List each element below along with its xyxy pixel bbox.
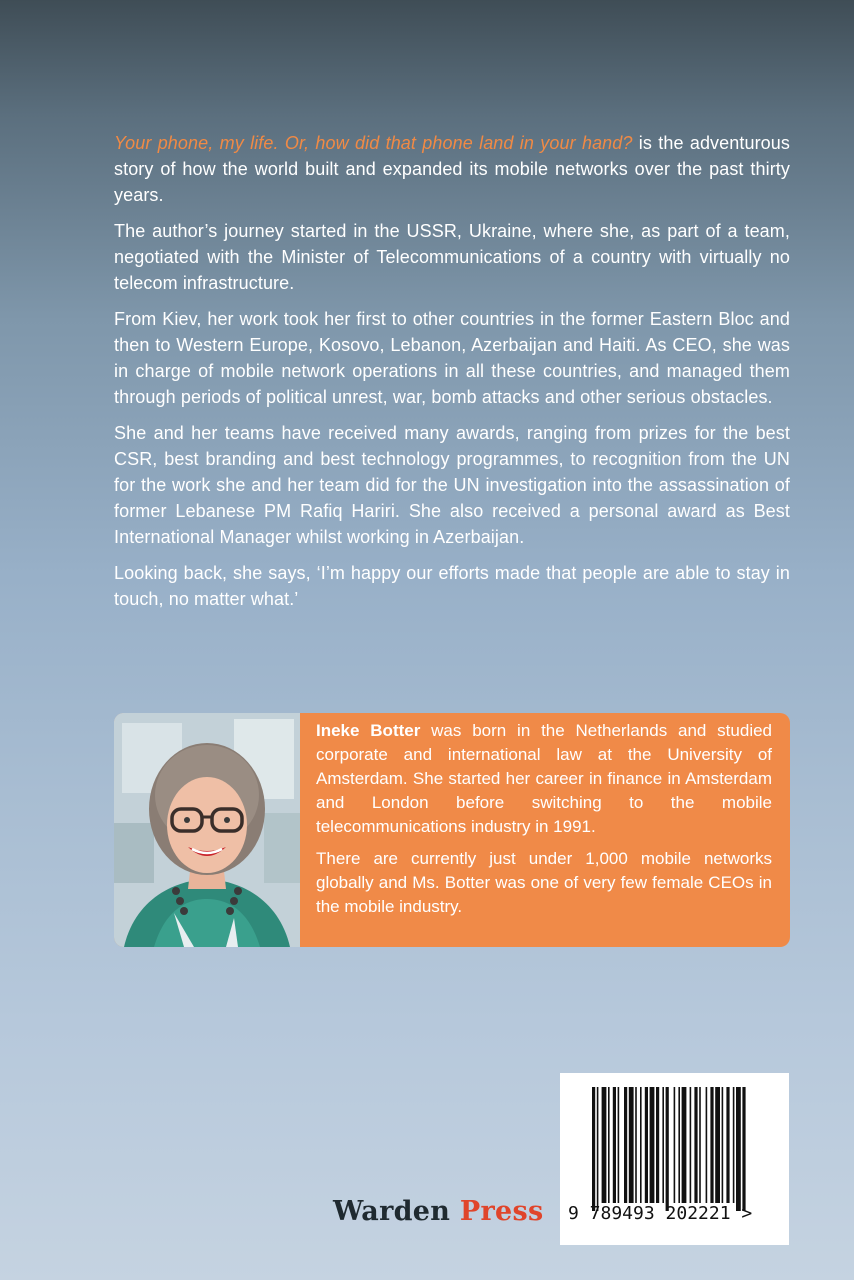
- back-cover-blurb: [114, 130, 790, 622]
- bio-paragraph-2: There are currently just under 1,000 mobile networks globally and Ms. Botter was one of very few female CEOs in the mobile industry.: [316, 849, 772, 916]
- barcode-bar: [662, 1087, 664, 1203]
- author-bio-text: [316, 719, 772, 927]
- barcode-bar: [650, 1087, 655, 1203]
- author-name: Ineke Botter: [316, 721, 421, 740]
- barcode-bar: [656, 1087, 659, 1203]
- bio-paragraph-1-text: was born in the Netherlands and studied corporate and international law at the University of Amsterdam. She started her career in finance in Amsterdam and London before switching to the mobile telecommunications industry in 1991.: [316, 721, 773, 836]
- barcode-bar: [694, 1087, 697, 1203]
- blurb-paragraph-4: She and her teams have received many awards, ranging from prizes for the best CSR, best branding and best technology programmes, to recognition from the UN for the work she and her team did for the UN investigation into the assassination of former Lebanese PM Rafiq Hariri. She also received a personal award as Best International Manager whilst working in Azerbaijan.: [114, 423, 790, 547]
- isbn-number: 9 789493 202221 >: [568, 1203, 753, 1224]
- author-bio-box: [114, 713, 790, 947]
- author-photo: [114, 713, 300, 947]
- barcode-bar: [640, 1087, 642, 1203]
- barcode-bar: [629, 1087, 634, 1203]
- barcode-bar: [645, 1087, 648, 1203]
- barcode-bar: [682, 1087, 687, 1203]
- barcode-bar: [710, 1087, 713, 1203]
- publisher-name-part-1: Warden: [333, 1196, 460, 1227]
- barcode-bar: [706, 1087, 708, 1203]
- barcode-bar: [674, 1087, 676, 1203]
- publisher-logo: [333, 1196, 544, 1227]
- barcode-bar: [624, 1087, 627, 1203]
- barcode-bar: [613, 1087, 616, 1203]
- barcode-bar: [597, 1087, 599, 1211]
- barcode-bar: [726, 1087, 729, 1203]
- blurb-paragraph-2: The author’s journey started in the USSR, Ukraine, where she, as part of a team, negotiated with the Minister of Telecommunications of a country with virtually no telecom infrastructure.: [114, 221, 790, 293]
- book-title: Your phone, my life. Or, how did that phone land in your hand?: [114, 133, 633, 153]
- barcode-bar: [635, 1087, 637, 1203]
- bio-paragraph-1: [316, 719, 772, 839]
- barcode-bar: [592, 1087, 595, 1211]
- barcode-bar: [733, 1087, 735, 1203]
- blurb-paragraph-1: [114, 130, 790, 208]
- barcode-bar: [602, 1087, 607, 1203]
- barcode-bar: [678, 1087, 680, 1203]
- blurb-paragraph-5: Looking back, she says, ‘I’m happy our efforts made that people are able to stay in touch, no matter what.’: [114, 563, 790, 609]
- barcode-bar: [715, 1087, 720, 1203]
- barcode-bar: [722, 1087, 724, 1203]
- barcode-bar: [742, 1087, 745, 1211]
- publisher-name-part-2: Press: [459, 1196, 544, 1227]
- barcode-bar: [608, 1087, 610, 1203]
- blurb-paragraph-3: From Kiev, her work took her first to other countries in the former Eastern Bloc and then to Western Europe, Kosovo, Lebanon, Azerbaijan and Haiti. As CEO, she was in charge of mobile network operations in all these countries, and managed them through periods of political unrest, war, bomb attacks and other serious obstacles.: [114, 309, 790, 407]
- barcode-bar: [666, 1087, 669, 1211]
- barcode-bar: [618, 1087, 620, 1203]
- barcode-bar: [736, 1087, 741, 1211]
- barcode-bar: [690, 1087, 692, 1203]
- blurb-paragraph-1-text: is the adventurous story of how the world built and expanded its mobile networks over the past thirty years.: [114, 133, 791, 205]
- isbn-barcode: [560, 1073, 789, 1245]
- barcode-bar: [699, 1087, 701, 1203]
